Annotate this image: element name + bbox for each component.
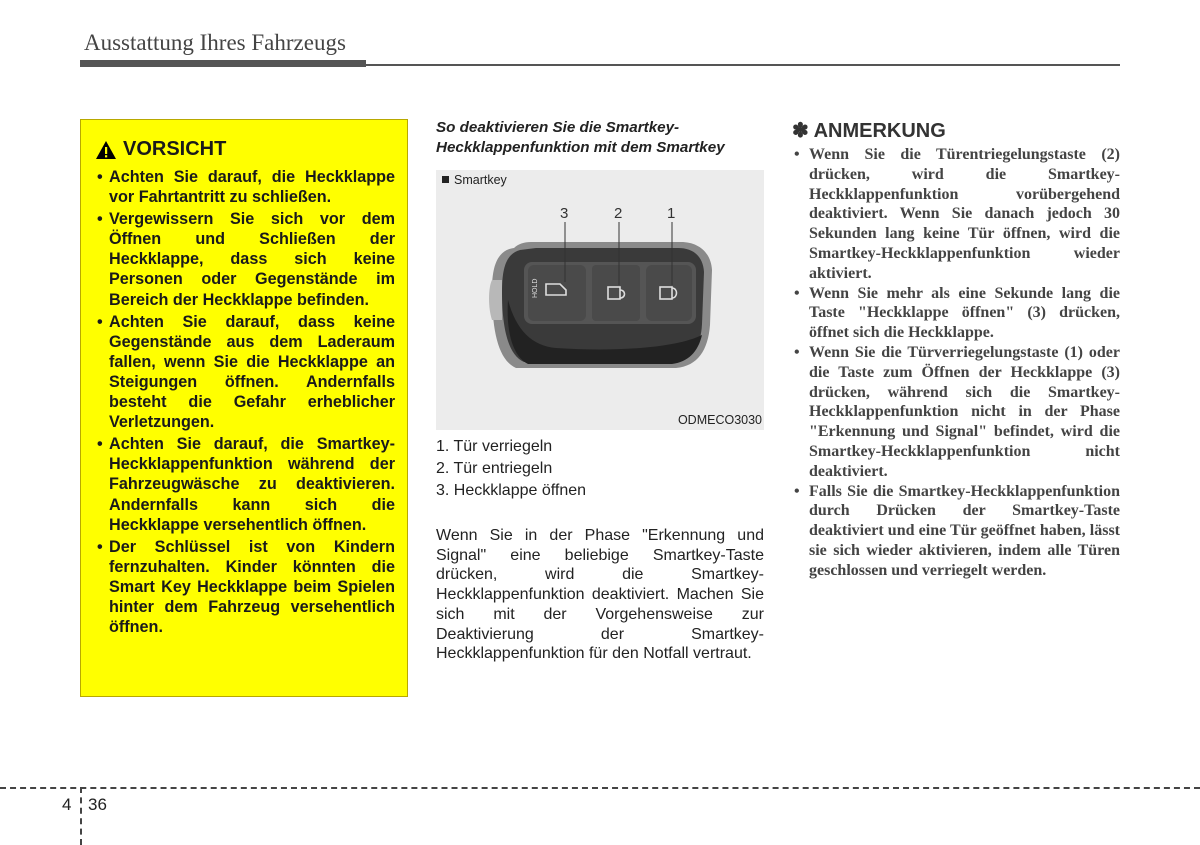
note-list — [792, 145, 1120, 581]
caution-item: • Vergewissern Sie sich vor dem Öffnen und Schließen der Heckklappe, dass sich keine Personen oder Gegenstände im Bereich der Heckklappe befinden. — [91, 209, 395, 309]
button-legend — [436, 436, 586, 502]
note-item: • Wenn Sie die Türentriegelungstaste (2) drücken, wird die Smartkey-Heckklappenfunktion vorübergehend deaktiviert. Wenn Sie danach jedoch 30 Sekunden lang keine Tür öffnen, wird die Smartkey-Heckklappenfunktion wieder aktiviert. — [792, 145, 1120, 284]
footer-rule — [0, 787, 1200, 789]
caution-item: • Achten Sie darauf, die Heckklappe vor Fahrtantritt zu schließen. — [91, 167, 395, 207]
note-item: • Wenn Sie mehr als eine Sekunde lang die Taste "Heckklappe öffnen" (3) drücken, öffnet sich die Heckklappe. — [792, 284, 1120, 343]
figure-code: ODMECO3030 — [677, 413, 762, 427]
caution-heading — [95, 138, 395, 161]
note-item: • Wenn Sie die Türverriegelungstaste (1) oder die Taste zum Öffnen der Heckklappe (3) drücken, während sich die Smartkey-Heckklappenfunktion nicht in der Phase "Erkennung und Signal" befindet, wird die Smartkey-Heckklappenfunktion nicht deaktiviert. — [792, 343, 1120, 482]
note-item: • Falls Sie die Smartkey-Heckklappenfunktion durch Drücken der Smartkey-Taste deaktiviert und eine Tür geöffnet haben, lässt sie sich wieder aktivieren, indem alle Türen geschlossen und verriegelt werden. — [792, 482, 1120, 581]
callout-1: 1 — [667, 205, 676, 222]
caution-box — [80, 119, 408, 697]
figure-label-text: Smartkey — [454, 173, 507, 187]
smartkey-figure — [436, 170, 764, 430]
caution-item: • Achten Sie darauf, dass keine Gegenstände aus dem Laderaum fallen, wenn Sie die Heckklappe an Steigungen öffnen. Andernfalls besteht die Gefahr erheblicher Verletzungen. — [91, 312, 395, 433]
legend-item: 3. Heckklappe öffnen — [436, 482, 587, 499]
caution-title: VORSICHT — [123, 138, 227, 160]
legend-item: 1. Tür verriegeln — [436, 438, 553, 455]
page-header-title: Ausstattung Ihres Fahrzeugs — [84, 30, 346, 55]
caution-item: • Der Schlüssel ist von Kindern fernzuhalten. Kinder könnten die Smart Key Heckklappe beim Spielen hinter dem Fahrzeug versehentlich öffnen. — [91, 537, 395, 637]
header-rule-thin — [366, 64, 1120, 66]
callout-3: 3 — [560, 205, 569, 222]
header-rule-thick — [80, 60, 366, 67]
callout-2: 2 — [614, 205, 623, 222]
footer-divider — [80, 787, 82, 845]
warning-triangle-icon — [95, 140, 117, 160]
caution-item: • Achten Sie darauf, die Smartkey-Heckklappenfunktion während der Fahrzeugwäsche zu deaktivieren. Andernfalls kann sich die Heckklappe versehentlich öffnen. — [91, 434, 395, 534]
note-heading: ✽ ANMERKUNG — [792, 120, 946, 142]
page-number: 36 — [88, 795, 107, 814]
section-subheading: So deaktivieren Sie die Smartkey-Heckklappenfunktion mit dem Smartkey — [436, 119, 725, 156]
smartkey-illustration — [436, 170, 764, 430]
body-paragraph: Wenn Sie in der Phase "Erkennung und Signal" eine beliebige Smartkey-Taste drücken, wird die Smartkey-Heckklappenfunktion deaktiviert. Machen Sie sich mit der Vorgehensweise zur Deaktivierung der Smartkey-Heckklappenfunktion für den Notfall vertraut. — [436, 527, 764, 663]
caution-list — [91, 167, 395, 637]
chapter-number: 4 — [62, 795, 72, 814]
hold-label: HOLD — [532, 278, 539, 298]
legend-item: 2. Tür entriegeln — [436, 460, 553, 477]
